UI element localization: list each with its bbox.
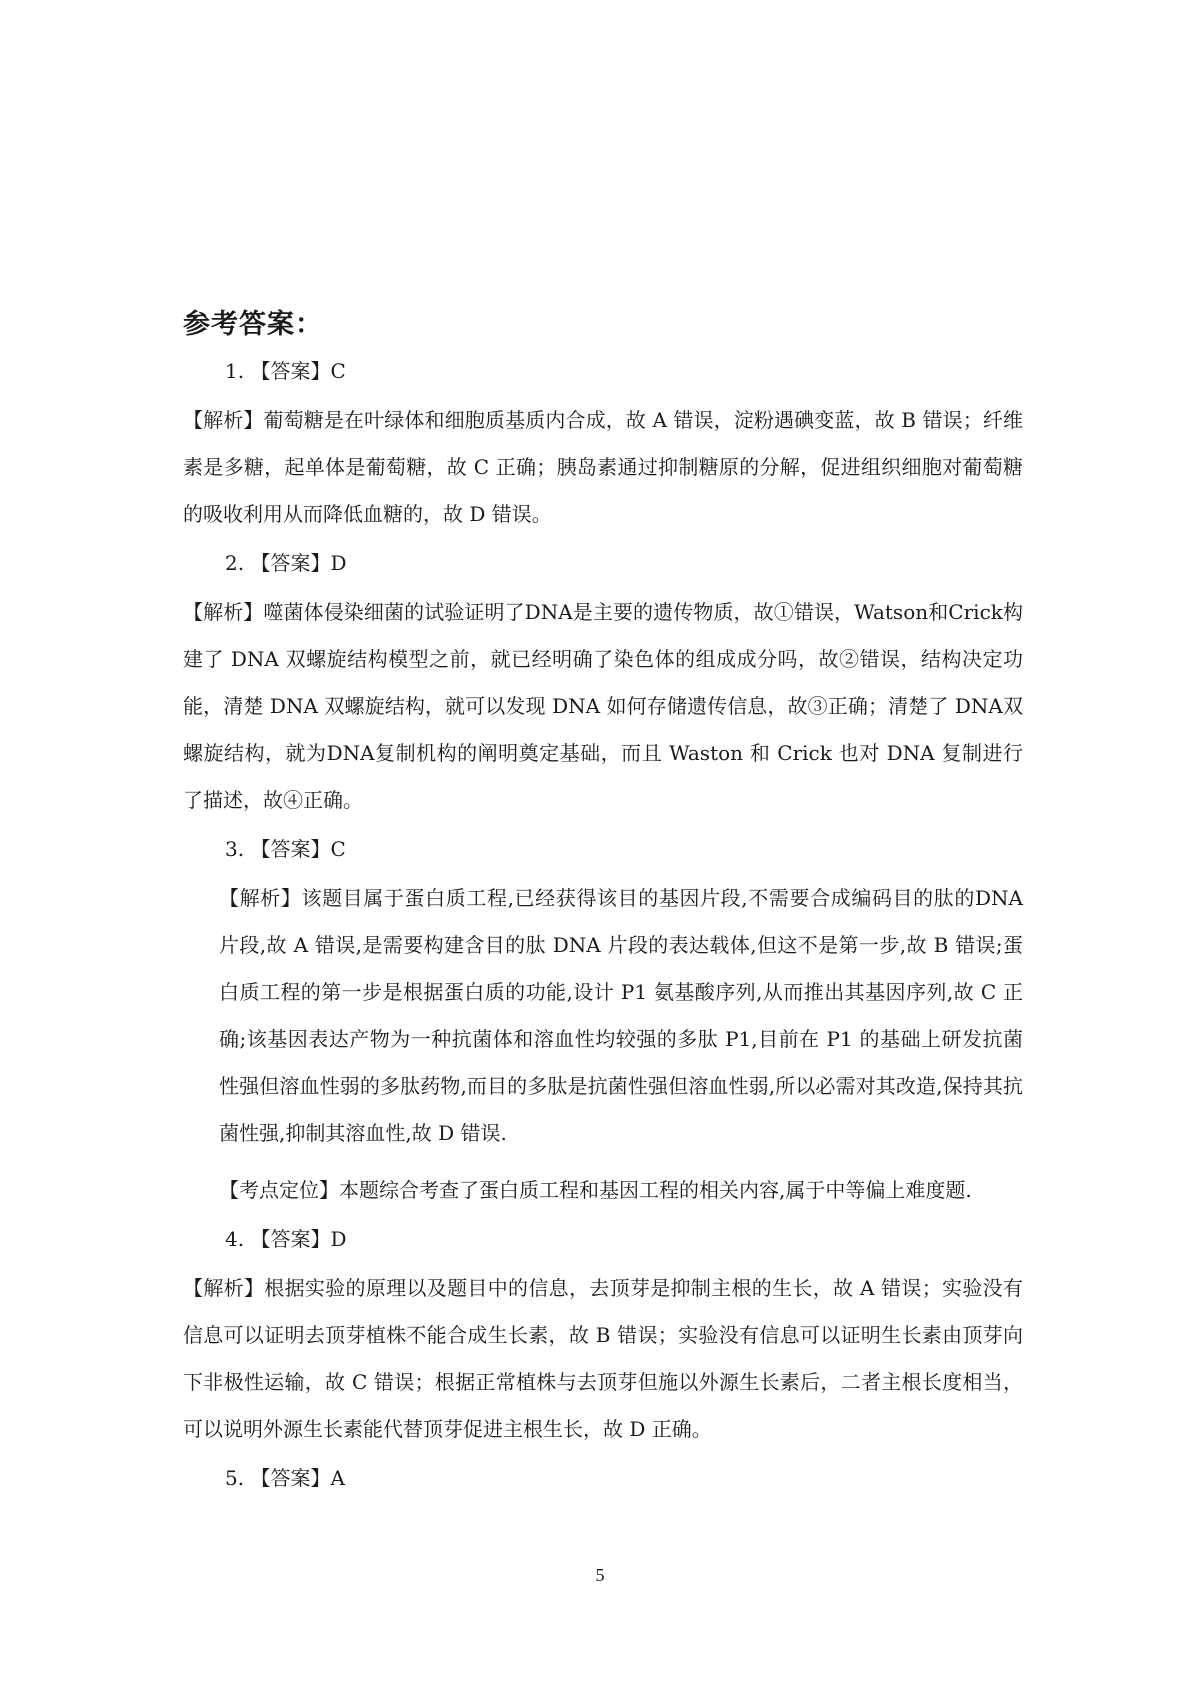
explanation-paragraph: 【解析】根据实验的原理以及题目中的信息，去顶芽是抑制主根的生长，故 A 错误；实验没有信息可以证明去顶芽植株不能合成生长素，故 B 错误；实验没有信息可以证明生长素由顶芽向下非极性运输，故 C 错误；根据正常植株与去顶芽但施以外源生长素后，二者主根长度相当，可以说明外源生长素能代替顶芽促进主根生长，故 D 正确。 [183,1276,1023,1441]
answer-line: 5. 【答案】A [225,1466,345,1490]
explanation-paragraph: 【解析】该题目属于蛋白质工程,已经获得该目的基因片段,不需要合成编码目的肽的DNA 片段,故 A 错误,是需要构建含目的肽 DNA 片段的表达载体,但这不是第一步,故 B 错误;蛋白质工程的第一步是根据蛋白质的功能,设计 P1 氨基酸序列,从而推出其基因序列,故 C 正确;该基因表达产物为一种抗菌体和溶血性均较强的多肽 P1,目前在 P1 的基础上研发抗菌性强但溶血性弱的多肽药物,而目的多肽是抗菌性强但溶血性弱,所以必需对其改造,保持其抗菌性强,抑制其溶血性,故 D 错误. [219,886,1023,1145]
answer-line: 2. 【答案】D [225,551,347,575]
explanation-paragraph: 【解析】葡萄糖是在叶绿体和细胞质基质内合成，故 A 错误，淀粉遇碘变蓝，故 B 错误；纤维素是多糖，起单体是葡萄糖，故 C 正确；胰岛素通过抑制糖原的分解，促进组织细胞对葡萄糖的吸收利用从而降低血糖的，故 D 错误。 [183,408,1023,526]
section-heading: 参考答案： [183,309,323,340]
answer-line: 1. 【答案】C [225,359,346,383]
answer-line: 4. 【答案】D [225,1227,347,1251]
exam-point-paragraph: 【考点定位】本题综合考查了蛋白质工程和基因工程的相关内容,属于中等偏上难度题. [219,1178,972,1202]
page-number: 5 [595,1565,605,1585]
answer-list [183,356,1023,1504]
explanation-paragraph: 【解析】噬菌体侵染细菌的试验证明了DNA是主要的遗传物质，故①错误，Watson和Crick构建了 DNA 双螺旋结构模型之前，就已经明确了染色体的组成成分吗，故②错误，结构决定功能，清楚 DNA 双螺旋结构，就可以发现 DNA 如何存储遗传信息，故③正确；清楚了 DNA双螺旋结构，就为DNA复制机构的阐明奠定基础，而且 Waston 和 Crick 也对 DNA 复制进行了描述，故④正确。 [183,600,1023,812]
answer-line: 3. 【答案】C [225,837,346,861]
